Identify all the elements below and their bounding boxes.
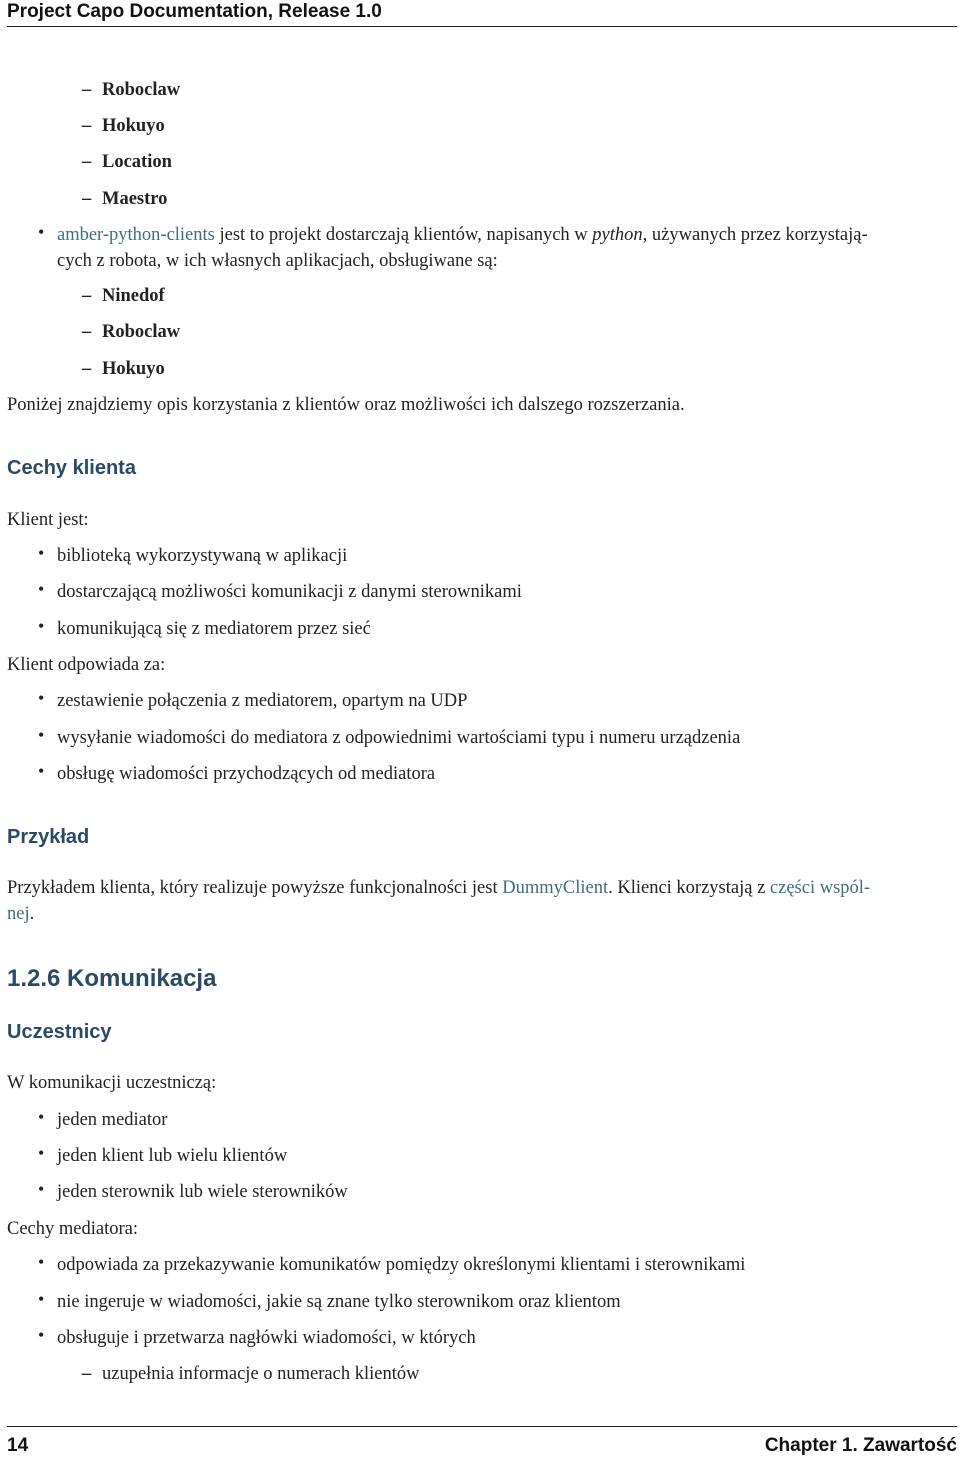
page-header	[7, 0, 957, 27]
paragraph-continuation: nej.	[7, 904, 35, 924]
list-item: wysyłanie wiadomości do mediatora z odpowiednimi wartościami typu i numeru urządzenia	[57, 728, 741, 748]
list-item: komunikującą się z mediatorem przez sieć	[57, 619, 371, 639]
czesci-wspolnej-link-cont[interactable]: nej	[7, 904, 30, 924]
list-item: obsługę wiadomości przychodzących od mediatora	[57, 764, 436, 784]
list-item: nie ingeruje w wiadomości, jakie są znane tylko sterownikom oraz klientom	[57, 1292, 621, 1312]
dash-item: – Roboclaw	[82, 80, 181, 100]
bullet-icon: •	[38, 1289, 45, 1309]
dash-item: – Maestro	[82, 189, 168, 209]
list-item: jeden sterownik lub wiele sterowników	[57, 1182, 348, 1202]
dash-item: – Roboclaw	[82, 322, 181, 342]
paragraph: Przykładem klienta, który realizuje powyższe funkcjonalności jest DummyClient. Klienci korzystają z części wspól-	[7, 878, 871, 898]
dash-item: – Hokuyo	[82, 359, 165, 379]
amber-python-clients-link[interactable]: amber-python-clients	[57, 225, 215, 245]
list-item: dostarczającą możliwości komunikacji z danymi sterownikami	[57, 582, 522, 602]
page-footer	[7, 1426, 957, 1457]
paragraph-label: W komunikacji uczestniczą:	[7, 1073, 217, 1093]
dash-item: – Ninedof	[82, 286, 165, 306]
czesci-wspolnej-link[interactable]: części wspól-	[769, 878, 871, 898]
bullet-icon: •	[38, 543, 45, 563]
section-heading: 1.2.6 Komunikacja	[7, 965, 217, 992]
bullet-icon: •	[38, 761, 45, 781]
section-heading: Przykład	[7, 826, 90, 848]
paragraph-label: Klient odpowiada za:	[7, 655, 166, 675]
bullet-icon: •	[38, 579, 45, 599]
list-item: amber-python-clients jest to projekt dostarczają klientów, napisanych w python, używanych przez korzystają-	[57, 225, 868, 245]
paragraph-label: Klient jest:	[7, 510, 89, 530]
intro-paragraph: Poniżej znajdziemy opis korzystania z klientów oraz możliwości ich dalszego rozszerzania.	[7, 395, 685, 415]
dash-item: – uzupełnia informacje o numerach klientów	[82, 1364, 420, 1384]
section-heading: Cechy klienta	[7, 457, 136, 479]
list-item: jeden klient lub wielu klientów	[57, 1146, 288, 1166]
list-item: zestawienie połączenia z mediatorem, opartym na UDP	[57, 691, 468, 711]
bullet-icon: •	[38, 222, 45, 242]
bullet-icon: •	[38, 1143, 45, 1163]
bullet-icon: •	[38, 1179, 45, 1199]
subsection-heading: Uczestnicy	[7, 1021, 112, 1043]
list-item: obsługuje i przetwarza nagłówki wiadomości, w których	[57, 1328, 476, 1348]
list-item-continuation: cych z robota, w ich własnych aplikacjach, obsługiwane są:	[57, 251, 498, 271]
bullet-icon: •	[38, 616, 45, 636]
bullet-icon: •	[38, 725, 45, 745]
bullet-icon: •	[38, 688, 45, 708]
dash-item: – Hokuyo	[82, 116, 165, 136]
bullet-icon: •	[38, 1252, 45, 1272]
document-title: Project Capo Documentation, Release 1.0	[7, 1, 382, 22]
chapter-title: Chapter 1. Zawartość	[764, 1435, 957, 1456]
list-item: biblioteką wykorzystywaną w aplikacji	[57, 546, 348, 566]
paragraph-label: Cechy mediatora:	[7, 1219, 138, 1239]
list-item: odpowiada za przekazywanie komunikatów pomiędzy określonymi klientami i sterownikami	[57, 1255, 746, 1275]
page-number: 14	[7, 1435, 29, 1456]
bullet-icon: •	[38, 1107, 45, 1127]
bullet-icon: •	[38, 1325, 45, 1345]
list-item: jeden mediator	[57, 1110, 168, 1130]
dash-item: – Location	[82, 152, 172, 172]
dummyclient-link[interactable]: DummyClient	[502, 878, 609, 898]
